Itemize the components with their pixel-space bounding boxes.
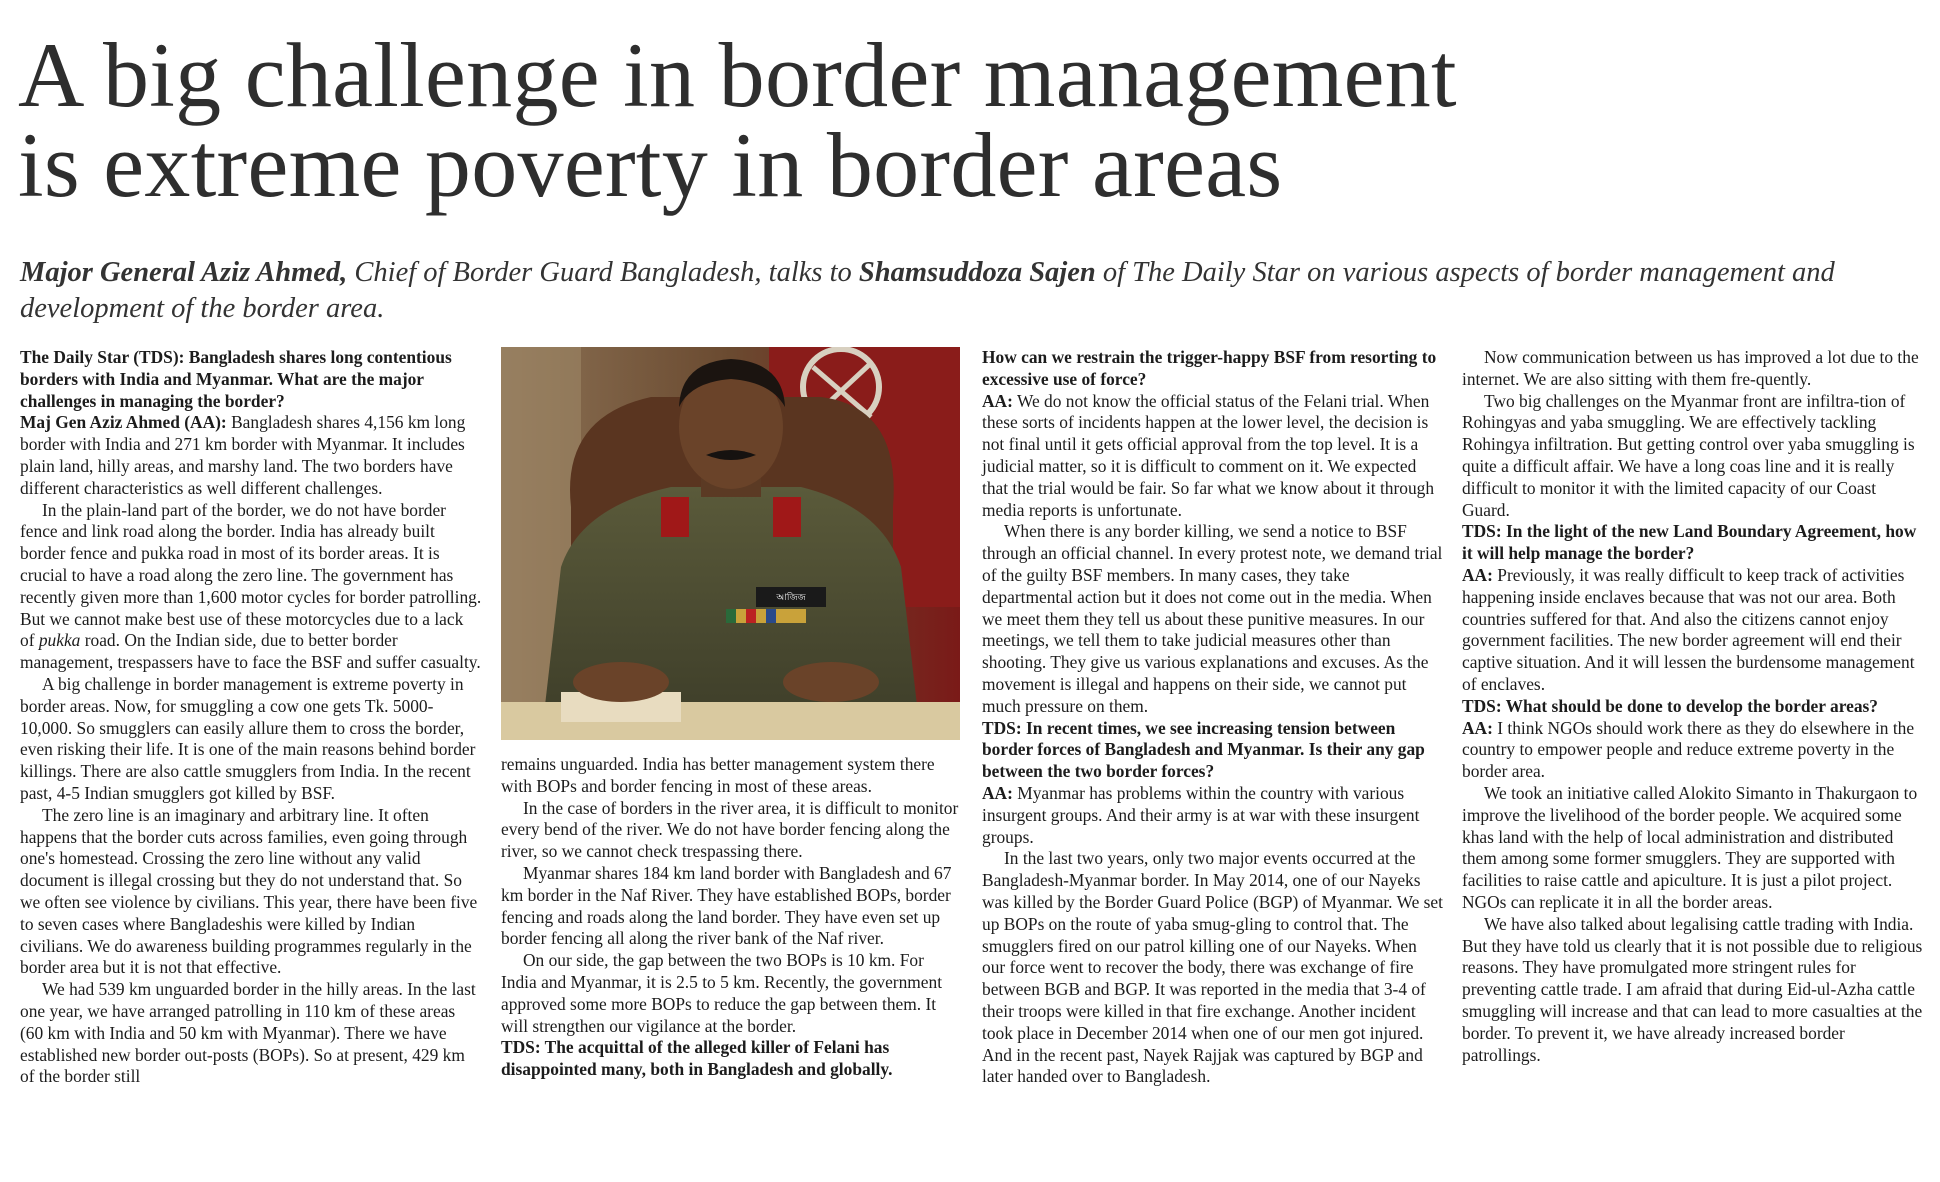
headline	[18, 24, 1918, 216]
answer-label: AA:	[982, 390, 1013, 411]
paragraph: remains unguarded. India has better management system there with BOPs and border fencing in most of these areas.	[501, 754, 935, 796]
answer-label: AA:	[982, 782, 1013, 803]
emphasis-text: pukka	[38, 630, 81, 651]
paragraph: On our side, the gap between the two BOPs is 10 km. For India and Myanmar, it is 2.5 to 5 km. Recently, the government approved some more BOPs to reduce the gap between them. It will strengthen our vigilance at the border.	[501, 950, 943, 1036]
question-1: The Daily Star (TDS): Bangladesh shares long contentious borders with India and Myanmar. What are the major challenges in managing the border?	[20, 347, 452, 411]
question: TDS: The acquittal of the alleged killer of Felani has disappointed many, both in Bangladesh and globally.	[501, 1037, 893, 1080]
question: TDS: In recent times, we see increasing tension between border forces of Bangladesh and Myanmar. Is their any gap between the two border forces?	[982, 717, 1425, 782]
paragraph: In the last two years, only two major events occurred at the Bangladesh-Myanmar border. In May 2014, one of our Nayeks was killed by the Border Guard Police (BGP) of Myanmar. We set up BOPs on the route of yaba smug-gling to control that. The smugglers fired on our patrol killing one of our Nayeks. When our force went to recover the body, there was exchange of fire between BGB and BGP. It was reported in the media that 3-4 of their troops were killed in that fire exchange. Another incident took place in December 2014 when one of our men got injured. And in the recent past, Nayek Rajjak was captured by BGP and later handed over to Bangladesh.	[982, 848, 1443, 1087]
answer-text: I think NGOs should work there as they do elsewhere in the country to empower people and reduce extreme poverty in the border area.	[1462, 717, 1915, 782]
paragraph: Now communication between us has improved a lot due to the internet. We are also sitting with them fre-quently.	[1462, 347, 1919, 389]
paragraph: Two big challenges on the Myanmar front are infiltra-tion of Rohingyas and yaba smuggling. We are effectively tackling Rohingya infiltration. But getting control over yaba smuggling is quite a difficult affair. We have a long coas line and it is really difficult to monitor it with the limited capacity of our Coast Guard.	[1462, 390, 1915, 520]
paragraph: We took an initiative called Alokito Simanto in Thakurgaon to improve the livelihood of the border people. We acquired some khas land with the help of local administration and distributed them among some former smugglers. They are supported with facilities to raise cattle and apiculture. It is just a pilot project. NGOs can replicate it in all the border areas.	[1462, 782, 1918, 912]
paragraph: In the case of borders in the river area, it is difficult to monitor every bend of the river. We do not have border fencing along the river, so we cannot check trespassing there.	[501, 797, 959, 862]
answer-1	[20, 412, 482, 499]
paragraph: The zero line is an imaginary and arbitrary line. It often happens that the border cuts across families, even going through one's homestead. Crossing the zero line without any valid document is illegal crossing but they do not understand that. So we often see violence by civilians. This year, there have been five to seven cases where Bangladeshis were killed by Indian civilians. We do awareness building programmes regularly in the border area but it is not that effective.	[20, 804, 478, 978]
paragraph: We had 539 km unguarded border in the hilly areas. In the last one year, we have arranged patrolling in 110 km of these areas (60 km with India and 50 km with Myanmar). There we have established new border out-posts (BOPs). So at present, 429 km of the border still	[20, 979, 476, 1087]
answer-text: We do not know the official status of the Felani trial. When these sorts of incidents happen at the lower level, the decision is not final until it gets official approval from the top level. It is a judicial matter, so it is difficult to comment on it. We expected that the trial would be fair. So far what we know about it through media reports is unfortunate.	[982, 390, 1435, 520]
paragraph: When there is any border killing, we send a notice to BSF through an official channel. In every protest note, we demand trial of the guilty BSF members. In many cases, they take departmental action but it does not come out in the media. When we meet them they tell us about these punitive measures. In our meetings, we tell them to take judicial measures other than shooting. They give us various explanations and excuses. As the movement is illegal and happens on their side, we cannot put much pressure on them.	[982, 521, 1443, 716]
paragraph-text: road. On the Indian side, due to better border management, trespassers have to face the BSF and suffer casualty.	[20, 630, 481, 673]
deck-text-1: Chief of Border Guard Bangladesh, talks to	[347, 257, 859, 288]
article-column-2	[501, 754, 963, 1081]
deck-text-2: of The Daily Star on various aspects of border management and development of the border area.	[20, 257, 1835, 324]
headline-line-1: A big challenge in border management	[18, 24, 1457, 126]
portrait-illustration	[501, 347, 960, 740]
paragraph-text: In the plain-land part of the border, we do not have border fence and link road along the border. India has already built border fence and pukka road in most of its border areas. It is crucial to have a road along the zero line. The government has recently given more than 1,600 motor cycles for border patrolling. But we cannot make best use of these motorcycles due to a lack of	[20, 499, 482, 651]
answer-text: Bangladesh shares 4,156 km long border with India and 271 km border with Myanmar. It includes plain land, hilly areas, and marshy land. The two borders have different characteristics as well different challenges.	[20, 412, 466, 498]
standfirst	[20, 255, 1920, 327]
paragraph: A big challenge in border management is extreme poverty in border areas. Now, for smuggling a cow one gets Tk. 5000-10,000. So smugglers can easily allure them to cross the border, even risking their life. It is one of the main reasons behind border killings. There are also cattle smugglers from India. In the recent past, 4-5 Indian smugglers got killed by BSF.	[20, 673, 476, 803]
answer-text: Myanmar has problems within the country with various insurgent groups. And their army is at war with these insurgent groups.	[982, 782, 1420, 847]
question: TDS: What should be done to develop the border areas?	[1462, 695, 1878, 716]
interviewee-photo	[501, 347, 960, 740]
question: How can we restrain the trigger-happy BSF from resorting to excessive use of force?	[982, 347, 1437, 389]
article-column-1	[20, 347, 482, 1088]
paragraph: We have also talked about legalising cattle trading with India. But they have told us clearly that it is not possible due to religious reasons. They have promulgated more stringent rules for preventing cattle trade. I am afraid that during Eid-ul-Azha cattle smuggling will increase and that can lead to more casualties at the border. To prevent it, we have already increased border patrollings.	[1462, 913, 1923, 1065]
article-column-3	[982, 347, 1444, 1088]
answer	[982, 391, 1444, 522]
article-column-4	[1462, 347, 1924, 1066]
paragraph: Myanmar shares 184 km land border with Bangladesh and 67 km border in the Naf River. They have established BOPs, border fencing and roads along the land border. They have even set up border fencing all along the river bank of the Naf river.	[501, 862, 952, 949]
answer	[1462, 718, 1924, 783]
answer	[1462, 565, 1924, 696]
deck-interviewer: Shamsuddoza Sajen	[858, 257, 1096, 288]
answer-label: Maj Gen Aziz Ahmed (AA):	[20, 412, 227, 433]
answer-label: AA:	[1462, 717, 1493, 738]
paragraph	[20, 500, 482, 674]
answer-text: Previously, it was really difficult to keep track of activities happening inside enclaves because that was not our area. Both countries suffered for that. And also the citizens cannot enjoy government facilities. The new border agreement will end their captive situation. And it will lessen the burdensome management of enclaves.	[1462, 564, 1915, 694]
name-tag-text: আজিজ	[776, 593, 806, 603]
headline-line-2: is extreme poverty in border areas	[18, 114, 1283, 216]
answer	[982, 783, 1444, 848]
question: TDS: In the light of the new Land Boundary Agreement, how it will help manage the border?	[1462, 521, 1917, 564]
deck-interviewee: Major General Aziz Ahmed,	[20, 257, 348, 288]
answer-label: AA:	[1462, 564, 1493, 585]
